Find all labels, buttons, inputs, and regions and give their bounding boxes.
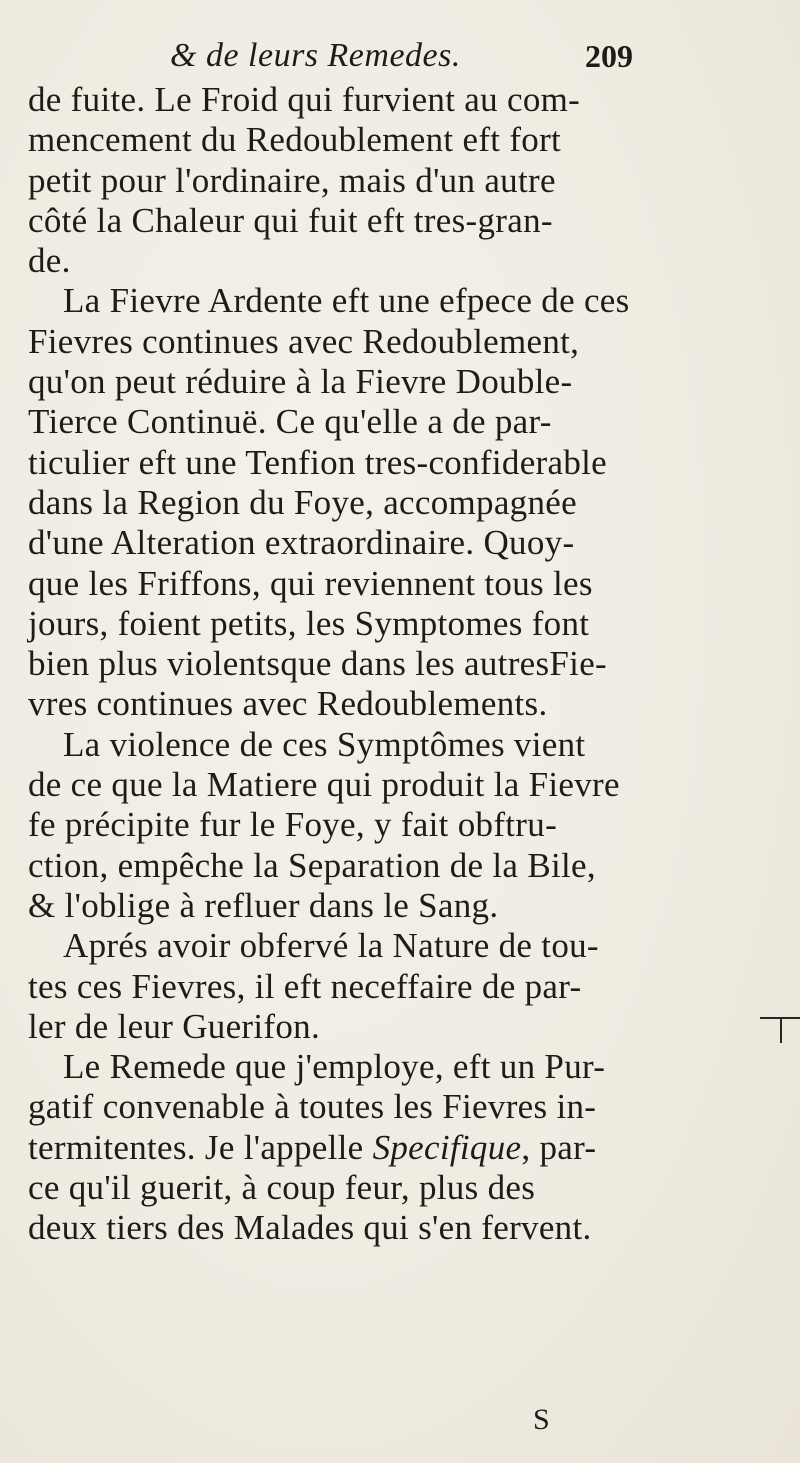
text-line	[28, 1128, 728, 1168]
text-line: ce qu'il guerit, à coup feur, plus des	[28, 1168, 536, 1208]
paragraph-start-line: La Fievre Ardente eft une efpece de ces	[63, 281, 630, 321]
paragraph-start-line: Aprés avoir obfervé la Nature de tou-	[63, 926, 599, 966]
text-line: fe précipite fur le Foye, y fait obftru-	[28, 805, 558, 845]
text-line: que les Friffons, qui reviennent tous les	[28, 563, 593, 603]
text-line: gatif convenable à toutes les Fievres in-	[28, 1087, 597, 1127]
text-segment: termitentes. Je l'appelle	[28, 1127, 364, 1167]
text-line: deux tiers des Malades qui s'en fervent.	[28, 1208, 592, 1248]
text-line: Tierce Continuë. Ce qu'elle a de par-	[28, 402, 552, 442]
body-text	[28, 80, 728, 1249]
page-header	[0, 32, 800, 80]
running-head: & de leurs Remedes.	[170, 37, 461, 74]
paragraph-start-line: Le Remede que j'employe, eft un Pur-	[63, 1047, 606, 1087]
text-line: de ce que la Matiere qui produit la Fievre	[28, 765, 620, 805]
margin-cross-mark	[760, 1003, 800, 1043]
text-line: ction, empêche la Separation de la Bile,	[28, 845, 596, 885]
text-line: côté la Chaleur qui fuit eft tres-gran-	[28, 200, 553, 240]
paragraph-start-line: La violence de ces Symptômes vient	[63, 724, 586, 764]
text-line: tes ces Fievres, il eft neceffaire de par-	[28, 966, 582, 1006]
text-line: jours, foient petits, les Symptomes font	[28, 603, 590, 643]
text-line: petit pour l'ordinaire, mais d'un autre	[28, 160, 556, 200]
text-line: d'une Alteration extraordinaire. Quoy-	[28, 523, 575, 563]
text-line: qu'on peut réduire à la Fievre Double-	[28, 362, 573, 402]
text-line: ticulier eft une Tenfion tres-confiderable	[28, 442, 607, 482]
page-number: 209	[585, 38, 633, 74]
text-line: bien plus violentsque dans les autresFie-	[28, 644, 607, 684]
text-segment: , par-	[521, 1127, 597, 1167]
italic-term: Specifique	[372, 1127, 522, 1167]
catchword: S	[533, 1403, 550, 1436]
text-line: Fievres continues avec Redoublement,	[28, 321, 580, 361]
text-line: mencement du Redoublement eft fort	[28, 120, 562, 160]
text-line: de.	[28, 241, 71, 281]
text-line: de fuite. Le Froid qui furvient au com-	[28, 80, 581, 119]
text-line: dans la Region du Foye, accompagnée	[28, 482, 577, 522]
mark-stroke-vertical	[780, 1017, 782, 1043]
text-line: vres continues avec Redoublements.	[28, 684, 548, 724]
text-line: ler de leur Guerifon.	[28, 1006, 321, 1046]
text-line: & l'oblige à refluer dans le Sang.	[28, 885, 499, 925]
